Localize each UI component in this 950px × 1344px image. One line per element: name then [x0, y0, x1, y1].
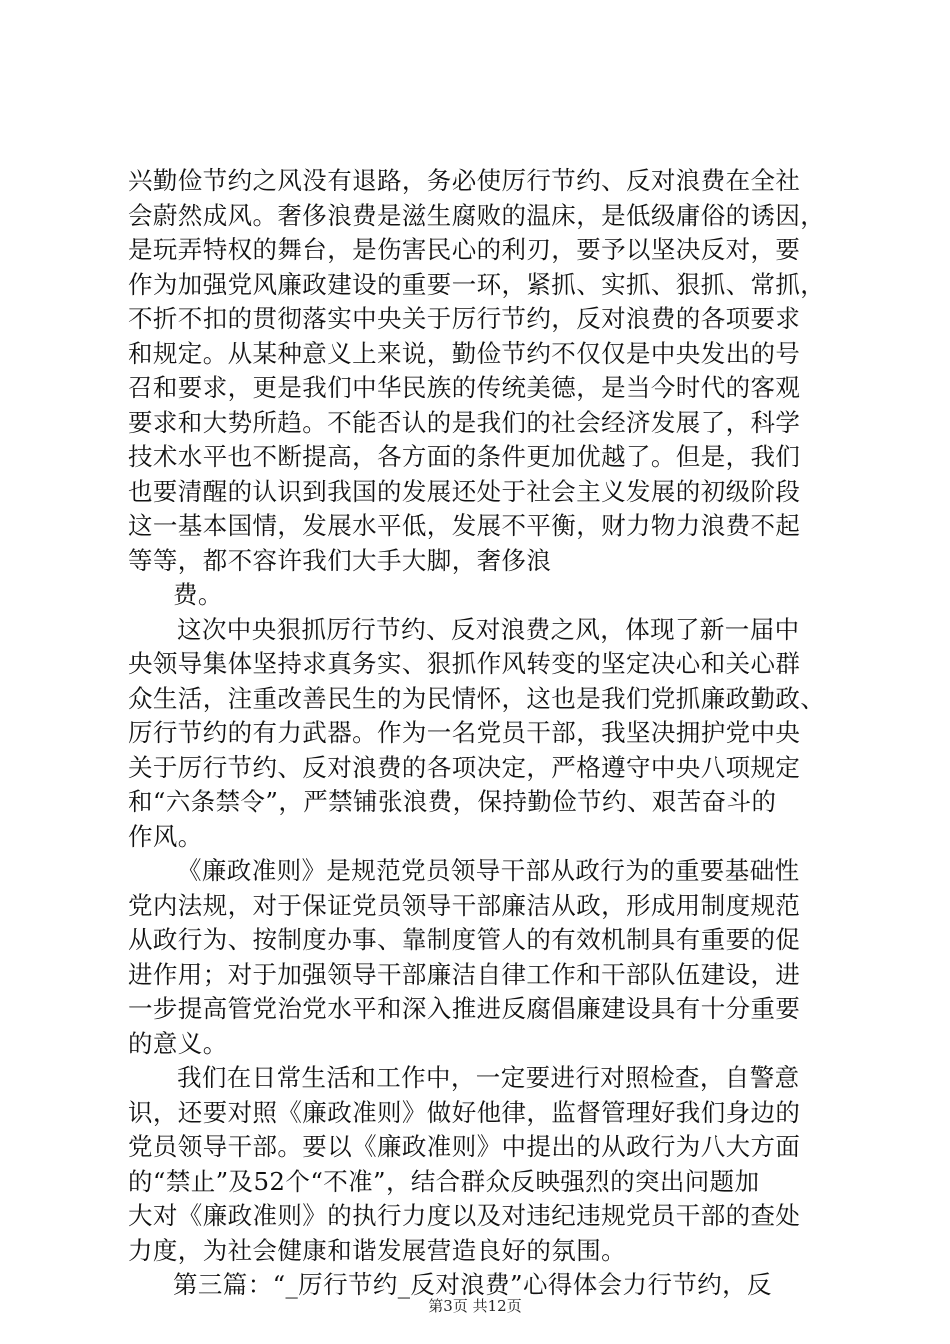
- text-line: 也要清醒的认识到我国的发展还处于社会主义发展的初级阶段: [128, 476, 801, 506]
- text-line: 的意义。: [128, 1028, 228, 1058]
- text-line: 一步提高管党治党水平和深入推进反腐倡廉建设具有十分重要: [128, 994, 801, 1023]
- section-heading-line: 第三篇：“_厉行节约_反对浪费”心得体会力行节约，反: [173, 1270, 772, 1299]
- page-number-footer: 第3页 共12页: [428, 1297, 522, 1315]
- text-line: 不折不扣的贯彻落实中央关于厉行节约，反对浪费的各项要求: [128, 304, 801, 333]
- text-line: 央领导集体坚持求真务实、狠抓作风转变的坚定决心和关心群: [128, 649, 801, 678]
- text-line: 厉行节约的有力武器。作为一名党员干部，我坚决拥护党中央: [128, 718, 801, 747]
- text-line: 的“禁止”及52个“不准”，结合群众反映强烈的突出问题加: [128, 1166, 760, 1196]
- text-line: 党内法规，对于保证党员领导干部廉洁从政，形成用制度规范: [128, 890, 801, 920]
- text-line: 识，还要对照《廉政准则》做好他律，监督管理好我们身边的: [128, 1097, 801, 1127]
- paragraph-first-line: 这次中央狠抓厉行节约、反对浪费之风，体现了新一届中: [177, 614, 800, 644]
- text-line: 进作用；对于加强领导干部廉洁自律工作和干部队伍建设，进: [128, 959, 801, 989]
- paragraph-first-line: 我们在日常生活和工作中，一定要进行对照检查，自警意: [177, 1063, 800, 1092]
- text-line: 作为加强党风廉政建设的重要一环，紧抓、实抓、狠抓、常抓，: [128, 269, 826, 299]
- text-line: 是玩弄特权的舞台，是伤害民心的利刃，要予以坚决反对，要: [128, 235, 801, 264]
- text-line: 众生活，注重改善民生的为民情怀，这也是我们党抓廉政勤政、: [128, 683, 826, 713]
- document-body: [128, 164, 828, 1303]
- text-line: 等等，都不容许我们大手大脚，奢侈浪: [128, 545, 552, 575]
- text-line: 从政行为、按制度办事、靠制度管人的有效机制具有重要的促: [128, 925, 801, 954]
- text-line: 召和要求，更是我们中华民族的传统美德，是当今时代的客观: [128, 373, 801, 402]
- text-line: 会蔚然成风。奢侈浪费是滋生腐败的温床，是低级庸俗的诱因，: [128, 200, 826, 230]
- text-line: 党员领导干部。要以《廉政准则》中提出的从政行为八大方面: [128, 1132, 801, 1161]
- text-line: 和规定。从某种意义上来说，勤俭节约不仅仅是中央发出的号: [128, 338, 801, 368]
- text-line: 这一基本国情，发展水平低，发展不平衡，财力物力浪费不起: [128, 511, 801, 540]
- text-line: 技术水平也不断提高，各方面的条件更加优越了。但是，我们: [128, 442, 801, 471]
- text-line: 费。: [173, 580, 223, 609]
- text-line: 要求和大势所趋。不能否认的是我们的社会经济发展了，科学: [128, 407, 801, 437]
- text-line: 作风。: [128, 821, 203, 851]
- text-line: 力度，为社会健康和谐发展营造良好的氛围。: [128, 1235, 626, 1265]
- paragraph-first-line: 《廉政准则》是规范党员领导干部从政行为的重要基础性: [177, 856, 800, 885]
- text-line: 兴勤俭节约之风没有退路，务必使厉行节约、反对浪费在全社: [128, 166, 801, 195]
- text-line: 和“六条禁令”，严禁铺张浪费，保持勤俭节约、艰苦奋斗的: [128, 787, 777, 816]
- text-line: 关于厉行节约、反对浪费的各项决定，严格遵守中央八项规定: [128, 752, 801, 782]
- text-line: 大对《廉政准则》的执行力度以及对违纪违规党员干部的查处: [128, 1201, 801, 1230]
